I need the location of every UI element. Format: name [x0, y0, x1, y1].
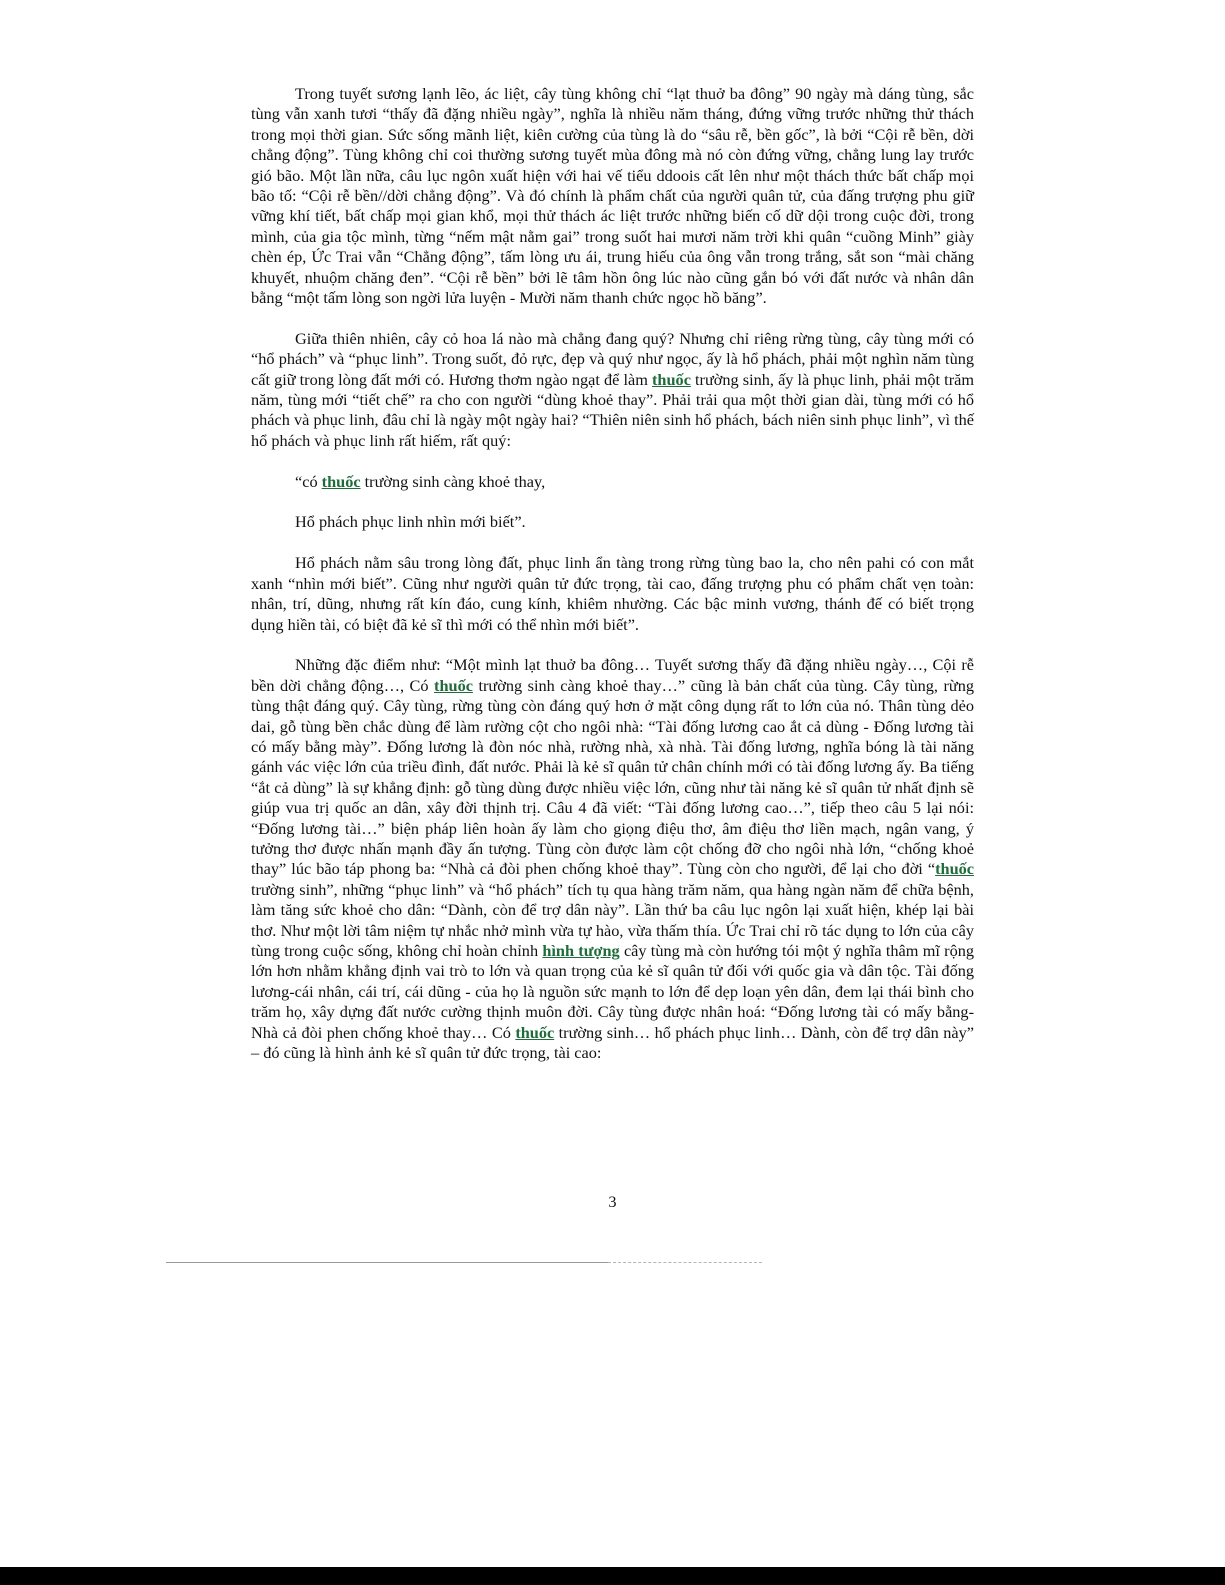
link-thuoc-2[interactable]: thuốc	[321, 471, 361, 491]
paragraph-4-text-e: trường sinh… hổ phách phục linh… Dành, còn để trợ dân này” – đó cũng là hình ảnh kẻ sĩ quân tử đức trọng, tài cao:	[251, 1022, 974, 1063]
footer-divider-dashed	[608, 1262, 762, 1263]
bottom-edge-bar	[0, 1567, 1225, 1585]
poem-line-1-text-b: trường sinh càng khoẻ thay,	[360, 471, 546, 491]
link-thuoc-1[interactable]: thuốc	[652, 369, 691, 389]
link-hinh-tuong[interactable]: hình tượng	[542, 940, 620, 960]
page-number: 3	[608, 1192, 617, 1211]
poem-line-1	[251, 472, 974, 492]
paragraph-2	[251, 329, 974, 451]
document-body	[251, 84, 974, 1063]
paragraph-1: Trong tuyết sương lạnh lẽo, ác liệt, cây tùng không chỉ “lạt thuở ba đông” 90 ngày mà dáng tùng, sắc tùng vẫn xanh tươi “thấy đã đặng nhiều ngày”, nghĩa là nhiều năm tháng, đứng vững trước những thử thách trong mọi thời gian. Sức sống mãnh liệt, kiên cường của tùng là do “sâu rễ, bền gốc”, là bởi “Cội rễ bền, dời chẳng động”. Tùng không chỉ coi thường sương tuyết mùa đông mà nó còn đứng vững, chẳng lung lay trước gió bão. Một lần nữa, câu lục ngôn xuất hiện với hai vế tiểu ddoois cất lên như một thách thức bất chấp mọi bão tố: “Cội rễ bền//dời chẳng động”. Và đó chính là phẩm chất của người quân tử, của đấng trượng phu giữ vững khí tiết, bất chấp mọi gian khổ, mọi thử thách ác liệt trước những biến cố dữ dội trong cuộc đời, trong mình, của gia tộc mình, từng “nếm mật nằm gai” trong suốt hai mươi năm trời khi quân “cuồng Minh” giày chèn ép, Ức Trai vẫn “Chẳng động”, tấm lòng ưu ái, trung hiếu của ông vẫn trong trắng, sắt son “mài chăng khuyết, nhuộm chăng đen”. “Cội rễ bền” bởi lẽ tâm hồn ông lúc nào cũng gắn bó với đất nước và nhân dân bằng “một tấm lòng son ngời lửa luyện - Mười năm thanh chức ngọc hồ băng”.	[251, 84, 974, 308]
paragraph-4-text-d: cây tùng mà còn hướng tói một ý nghĩa thâm mĩ rộng lớn hơn nhằm khẳng định vai trò to lớn và quan trọng của kẻ sĩ quân tử đối với quốc gia và dân tộc. Tài đống lương-cái nhân, cái trí, cái dũng - của họ là nguồn sức mạnh to lớn để dẹp loạn yên dân, đem lại thái bình cho trăm họ, xây dựng đất nước cường thịnh muôn đời. Cây tùng được nhân hoá: “Đống lương tài có mấy bằng- Nhà cả đòi phen chống khoẻ thay… Có	[251, 940, 974, 1042]
paragraph-4	[251, 655, 974, 1063]
paragraph-4-text-a: Những đặc điểm như: “Một mình lạt thuở ba đông… Tuyết sương thấy đã đặng nhiều ngày…, Cội rễ bền dời chẳng động…, Có	[251, 655, 974, 695]
poem-line-1-text-a: “có	[295, 471, 322, 491]
footer-divider	[166, 1262, 608, 1263]
paragraph-2-text-b: trường sinh, ấy là phục linh, phải một trăm năm, tùng mới “tiết chế” ra cho con người “dùng khoẻ thay”. Phải trải qua một thời gian dài, tùng mới có hổ phách và phục linh, đâu chỉ là ngày một ngày hai? “Thiên niên sinh hổ phách, bách niên sinh phục linh”, vì thế hổ phách và phục linh rất hiếm, rất quý:	[251, 369, 975, 450]
paragraph-4-text-c: trường sinh”, những “phục linh” và “hổ phách” tích tụ qua hàng trăm năm, qua hàng ngàn năm để chữa bệnh, làm tăng sức khoẻ cho dân: “Dành, còn để trợ dân này”. Lần thứ ba câu lục ngôn lại xuất hiện, khép lại bài thơ. Như một lời tâm niệm tự nhắc nhở mình vừa tự hào, vừa thấm thía. Ức Trai chỉ rõ tác dụng to lớn của cây tùng trong cuộc sống, không chỉ hoàn chỉnh	[251, 879, 974, 960]
paragraph-3: Hổ phách nằm sâu trong lòng đất, phục linh ẩn tàng trong rừng tùng bao la, cho nên pahi có con mắt xanh “nhìn mới biết”. Cũng như người quân tử đức trọng, tài cao, đấng trượng phu có phẩm chất vẹn toàn: nhân, trí, dũng, nhưng rất kín đáo, cung kính, khiêm nhường. Các bậc minh vương, thánh đế có biết trọng dụng hiền tài, có biệt đã kẻ sĩ thì mới có thể nhìn mới biết”.	[251, 553, 974, 634]
paragraph-4-text-b: trường sinh càng khoẻ thay…” cũng là bản chất của tùng. Cây tùng, rừng tùng thật đáng quý. Cây tùng, rừng tùng còn đáng quý hơn ở mặt công dụng rất to lớn của nó. Thân tùng dẻo dai, gỗ tùng bền chắc dùng để làm rường cột cho ngôi nhà: “Tài đống lương cao ắt cả dùng - Đống lương tài có mấy bằng mày”. Đống lương là đòn nóc nhà, rường nhà, xà nhà. Tài đống lương, nghĩa bóng là tài năng gánh vác việc lớn của triều đình, đất nước. Phải là kẻ sĩ quân tử chân chính mới có tài đống lương ấy. Ba tiếng “ắt cả dùng” là sự khẳng định: gỗ tùng dùng được nhiều việc lớn, cũng như tài năng kẻ sĩ quân tử nhất định sẽ giúp vua trị quốc an dân, xây đời thịnh trị. Câu 4 đã viết: “Tài đống lương cao…”, tiếp theo câu 5 lại nói: “Đống lương tài…” biện pháp liên hoàn ấy làm cho giọng điệu thơ, âm điệu thơ liền mạch, ngân vang, ý tưởng thơ được nhấn mạnh đầy ấn tượng. Tùng còn được làm cột chống đỡ cho ngôi nhà lớn, “chống khoẻ thay” lúc bão táp phong ba: “Nhà cả đòi phen chống khoẻ thay”. Tùng còn cho người, để lại cho đời “	[251, 675, 975, 879]
link-thuoc-5[interactable]: thuốc	[515, 1022, 555, 1042]
link-thuoc-3[interactable]: thuốc	[434, 675, 473, 695]
paragraph-2-text-a: Giữa thiên nhiên, cây cỏ hoa lá nào mà chẳng đang quý? Nhưng chỉ riêng rừng tùng, cây tùng mới có “hổ phách” và “phục linh”. Trong suốt, đỏ rực, đẹp và quý như ngọc, ấy là hổ phách, phải một nghìn năm tùng cất giữ trong lòng đất mới có. Hương thơm ngào ngạt để làm	[251, 328, 974, 389]
link-thuoc-4[interactable]: thuốc	[935, 859, 974, 879]
poem-line-2: Hổ phách phục linh nhìn mới biết”.	[295, 512, 526, 532]
